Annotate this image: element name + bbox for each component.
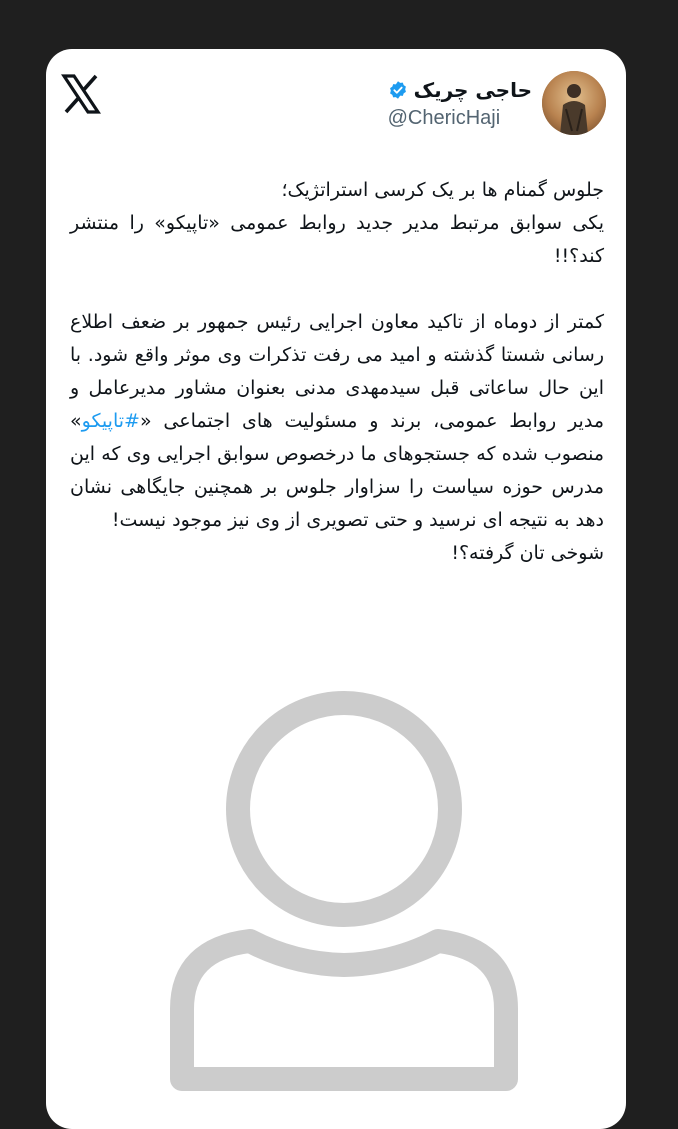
tweet-body-part-1: کمتر از دوماه از تاکید معاون اجرایی رئیس جمهور بر ضعف اطلاع رسانی شستا گذشته و امید می رفت تذکرات وی موثر واقع شود. با این حال ساعاتی قبل سیدمهدی مدنی بعنوان مشاور مدیرعامل و مدیر روابط عمومی، برند و مسئولیت های اجتماعی « <box>70 311 604 432</box>
hashtag-link[interactable]: #تاپیکو <box>81 410 140 432</box>
tweet-heading-line-2: یکی سوابق مرتبط مدیر جدید روابط عمومی «تاپیکو» را منتشر کند؟!! <box>70 212 604 267</box>
tweet-body-part-2: » منصوب شده که جستجوهای ما درخصوص سوابق اجرایی وی که این مدرس حوزه سیاست را سزاوار جلوس بر همچنین جایگاهی نشان دهد به نتیجه ای نرسید و حتی تصویری از وی نیز موجود نیست! <box>70 410 604 531</box>
tweet-author[interactable] <box>186 71 606 137</box>
author-handle[interactable]: @ChericHaji <box>387 107 501 129</box>
avatar-image <box>542 71 606 135</box>
tweet-card <box>46 49 626 1129</box>
tweet-body-paragraph <box>70 306 604 537</box>
person-placeholder-icon[interactable] <box>154 679 530 1129</box>
verified-badge-icon <box>388 80 408 100</box>
tweet-text <box>70 174 604 570</box>
x-logo-icon[interactable] <box>61 74 101 114</box>
tweet-heading-line-1: جلوس گمنام ها بر یک کرسی استراتژیک؛ <box>281 179 604 201</box>
author-text <box>388 77 532 130</box>
paragraph-spacer <box>70 273 604 306</box>
author-display-name[interactable]: حاجی چریک <box>413 78 532 102</box>
avatar[interactable] <box>542 71 606 135</box>
name-row <box>388 77 532 103</box>
tweet-closing-line: شوخی تان گرفته؟! <box>451 542 604 564</box>
